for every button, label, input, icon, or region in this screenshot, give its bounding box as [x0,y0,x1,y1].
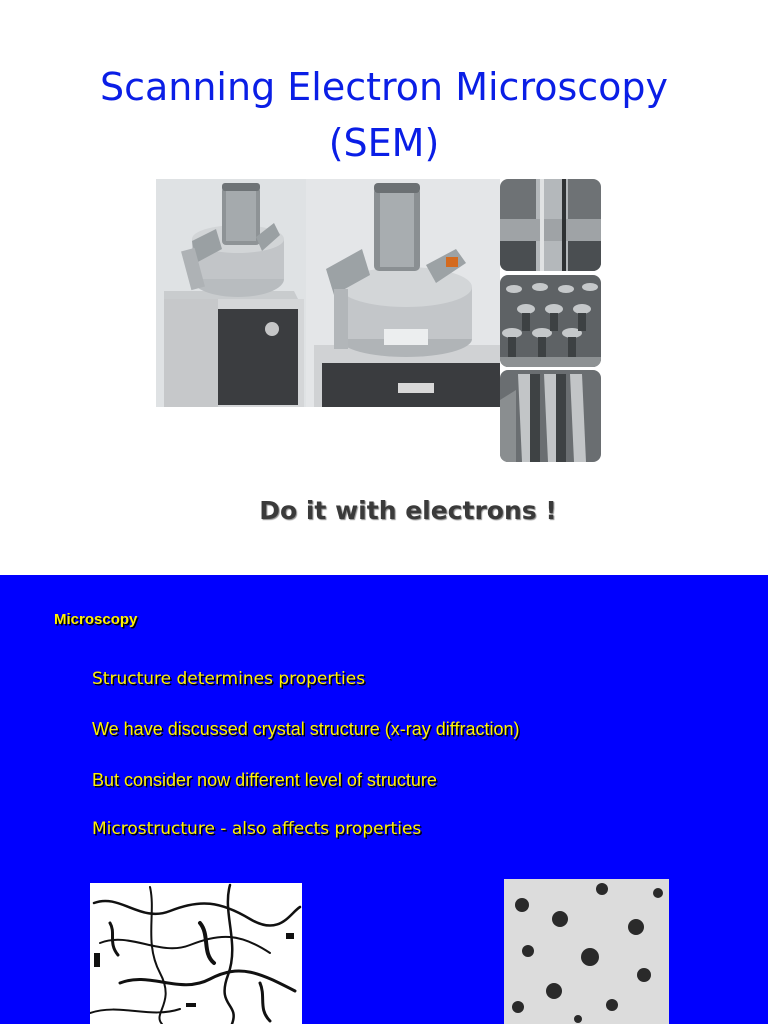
sem-micrograph-nanopillar-array [500,275,601,367]
bullet-item: But consider now different level of structure [92,770,437,790]
bullet-item: Microstructure - also affects properties [92,819,422,839]
slide-tagline: Do it with electrons ! [259,496,557,525]
microstructure-grain-boundaries [90,883,302,1024]
slide-title-line2: (SEM) [328,121,440,165]
bullet-item: We have discussed crystal structure (x-ray diffraction) [92,719,520,739]
bullet-item: Structure determines properties [92,669,366,689]
sem-micrograph-trenches [500,370,601,462]
microstructure-particles [504,879,669,1024]
slide-heading: Microscopy [54,611,138,628]
sem-instrument-photo-right [306,179,500,407]
sem-instrument-photo-left [156,179,306,407]
sem-micrograph-cross-pillars [500,179,601,271]
slide-microscopy [0,575,768,1024]
slide-title-line1: Scanning Electron Microscopy [99,65,669,109]
